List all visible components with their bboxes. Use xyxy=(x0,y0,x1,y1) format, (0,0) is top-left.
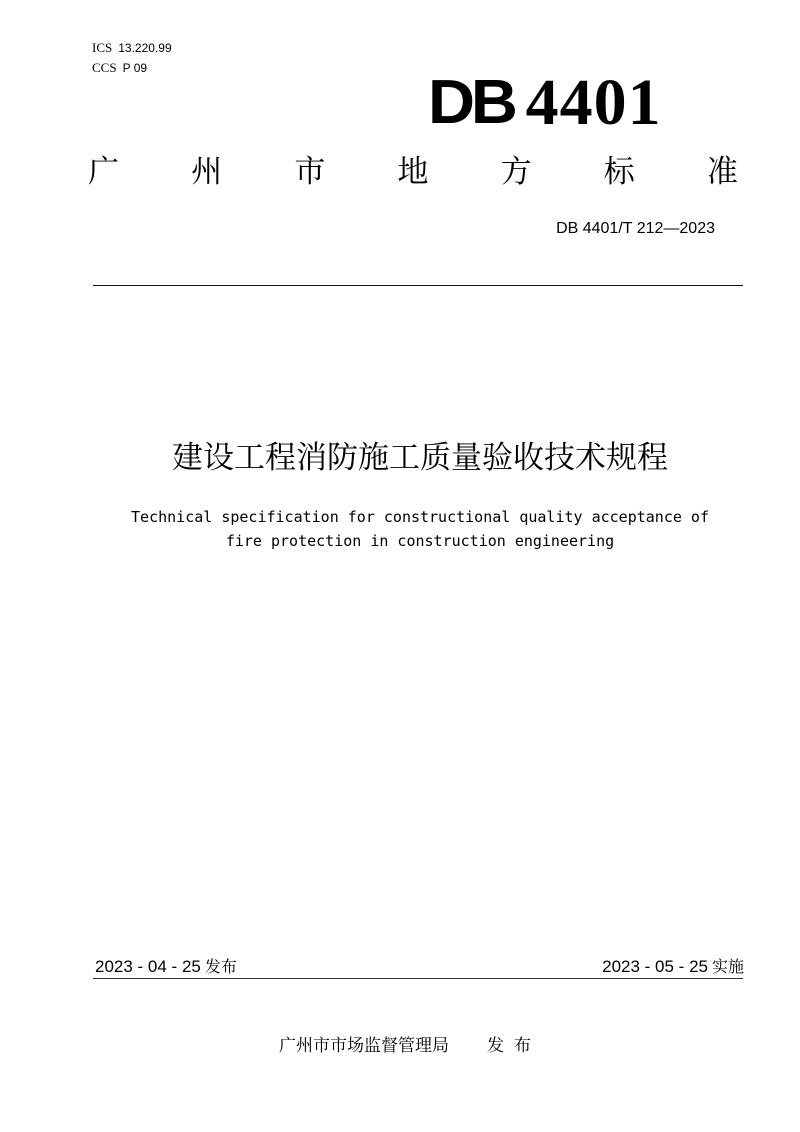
standard-code: DB 4401/T 212—2023 xyxy=(556,220,715,237)
implement-label: 实施 xyxy=(711,957,744,976)
ics-line xyxy=(92,38,172,58)
standard-type-char: 州 xyxy=(191,154,223,190)
standard-type-char: 准 xyxy=(706,154,738,190)
standard-type-char: 广 xyxy=(88,154,119,190)
db-logo-region-code: 4401 xyxy=(525,66,662,139)
english-title-line: fire protection in construction engineering xyxy=(225,532,615,550)
issuer-action: 发布 xyxy=(487,1036,541,1056)
standard-type-char: 方 xyxy=(500,154,532,190)
ccs-value: P 09 xyxy=(122,61,148,75)
ccs-label: CCS xyxy=(92,60,117,75)
ics-label: ICS xyxy=(92,40,113,55)
standard-type-char: 市 xyxy=(294,154,326,190)
publish-date: 2023 - 04 - 25 xyxy=(95,957,201,976)
bottom-divider xyxy=(93,978,743,979)
standard-type-char: 地 xyxy=(397,154,429,190)
standard-type-char: 标 xyxy=(603,154,635,190)
publish-label: 发布 xyxy=(204,957,237,976)
ics-value: 13.220.99 xyxy=(118,41,172,55)
document-title-chinese: 建设工程消防施工质量验收技术规程 xyxy=(172,440,668,476)
document-title-english xyxy=(0,505,800,553)
english-title-line: Technical specification for constructional quality acceptance of xyxy=(131,508,709,526)
implement-date: 2023 - 05 - 25 xyxy=(602,957,708,976)
db-logo-prefix: DB xyxy=(428,68,514,137)
issuer-name: 广州市市场监督管理局 xyxy=(279,1036,449,1056)
implement-date-block xyxy=(602,956,744,978)
ccs-line xyxy=(92,58,172,78)
db-logo xyxy=(428,66,662,139)
classification-block xyxy=(92,38,172,78)
standard-type-heading xyxy=(88,152,738,192)
top-divider xyxy=(93,285,743,286)
issuer-block xyxy=(0,1034,800,1058)
publish-date-block xyxy=(95,956,237,978)
